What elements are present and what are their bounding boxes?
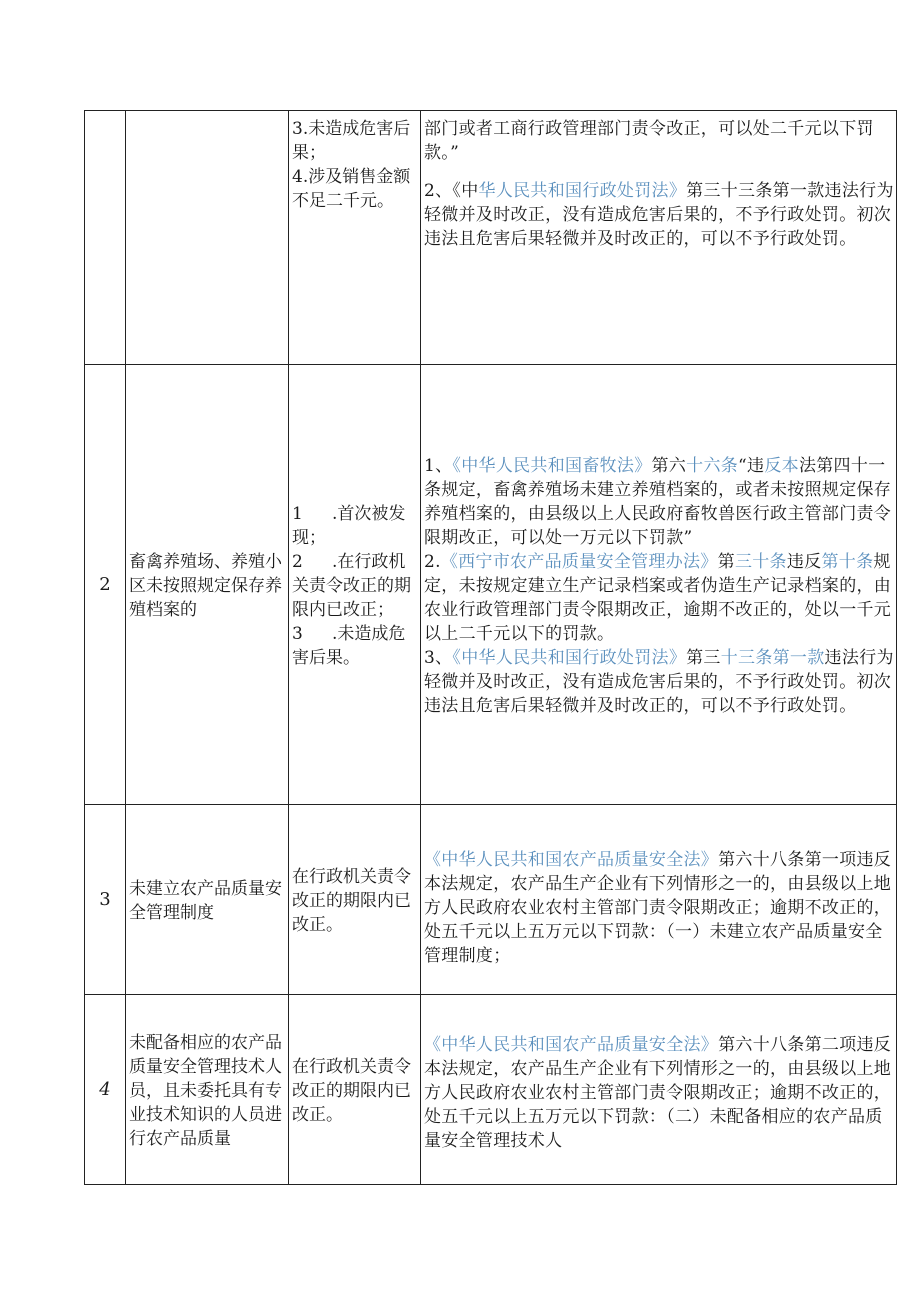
basis-text: 第六十八条第一项违反本法规定，农产品生产企业有下列情形之一的，由县级以上地方人民政府农业农村主管部门责令限期改正；逾期不改正的，处五千元以上五万元以下罚款：（一）未建立农产品质量安全管理制度；	[424, 849, 892, 966]
table-row	[85, 805, 897, 995]
law-reference: 反本	[764, 455, 799, 476]
basis-paragraph	[424, 179, 894, 251]
row-number: 2	[85, 365, 126, 805]
condition-number: 2	[292, 551, 303, 572]
table-row	[85, 365, 897, 805]
conditions-cell	[289, 111, 421, 365]
basis-text: 第六十八条第二项违反本法规定，农产品生产企业有下列情形之一的，由县级以上地方人民政府农业农村主管部门责令限期改正；逾期不改正的，处五千元以上五万元以下罚款：（二）未配备相应的农产品质量安全管理技术人	[424, 1035, 892, 1151]
condition-number: 3	[292, 623, 303, 644]
basis-text: 违法行为轻微并及时改正，没有造成危害后果的，不予行政处罚。初次违法且危害后果轻微并及时改正的，可以不予行政处罚。	[424, 647, 894, 716]
violation-item	[126, 111, 289, 365]
table-row	[85, 995, 897, 1185]
legal-basis-cell	[421, 365, 897, 805]
condition-body: .未造成危害后果。	[292, 623, 406, 668]
condition-body: .在行政机关责令改正的期限内已改正；	[292, 551, 411, 620]
condition-text: 在行政机关责令改正的期限内已改正。	[292, 1056, 411, 1125]
condition-text	[292, 622, 417, 670]
law-reference: 第十条	[821, 551, 874, 572]
law-reference: 《中华人民共和国农产品质量安全法》	[424, 849, 719, 870]
basis-paragraph	[424, 646, 894, 718]
basis-paragraph	[424, 1033, 894, 1153]
basis-text: 法第四十一条规定，畜禽养殖场未建立养殖档案的，或者未按照规定保存养殖档案的，由县级以上人民政府畜牧兽医行政主管部门责令限期改正，可以处一万元以下罚款”	[424, 455, 892, 548]
penalty-table	[84, 110, 897, 1185]
conditions-cell	[289, 365, 421, 805]
basis-prefix: 2.	[424, 551, 441, 572]
row-number: 3	[85, 805, 126, 995]
basis-text: 部门或者工商行政管理部门责令改正，可以处二千元以下罚款。”	[424, 119, 874, 163]
violation-item	[126, 805, 289, 995]
basis-text: 第	[717, 551, 735, 572]
legal-basis-cell	[421, 995, 897, 1185]
legal-basis-cell	[421, 805, 897, 995]
condition-body: .首次被发现；	[292, 503, 406, 548]
basis-text: 第三十三条第一款违法行为轻微并及时改正，没有造成危害后果的，不予行政处罚。初次违法且危害后果轻微并及时改正的，可以不予行政处罚。	[424, 181, 894, 249]
row-number	[85, 111, 126, 365]
basis-text: 第六	[651, 455, 687, 476]
law-reference: 《西宁市农产品质量安全管理办法》	[440, 551, 718, 572]
law-reference: 十六条	[686, 455, 739, 476]
basis-text: 第三	[686, 647, 721, 668]
law-reference: 《中华人民共和国行政处罚法》	[452, 647, 687, 668]
basis-paragraph	[424, 848, 894, 968]
condition-text: 4.涉及销售金额不足二千元。	[292, 167, 411, 211]
row-number: 4	[85, 995, 126, 1185]
basis-prefix: 2、《中	[424, 181, 479, 201]
conditions-cell	[289, 805, 421, 995]
legal-basis-cell	[421, 111, 897, 365]
violation-text: 未配备相应的农产品质量安全管理技术人员，且未委托具有专业技术知识的人员进行农产品质量	[129, 1032, 282, 1149]
violation-item	[126, 995, 289, 1185]
basis-prefix: 1、	[424, 455, 453, 476]
basis-text: 违反	[786, 551, 822, 572]
law-reference: 《中华人民共和国农产品质量安全法》	[424, 1035, 719, 1055]
law-reference: 《中华人民共和国畜牧法》	[452, 455, 652, 476]
violation-text: 畜禽养殖场、养殖小区未按照规定保存养殖档案的	[129, 551, 282, 620]
condition-text	[292, 550, 417, 622]
violation-text: 未建立农产品质量安全管理制度	[129, 878, 282, 923]
law-reference: 十三条第一款	[720, 647, 825, 668]
law-reference: 华人民共和国行政处罚法》	[478, 181, 687, 201]
condition-text: 在行政机关责令改正的期限内已改正。	[292, 866, 411, 935]
basis-paragraph	[424, 454, 894, 550]
condition-text: 3.未造成危害后果；	[292, 119, 411, 163]
table-row	[85, 111, 897, 365]
basis-text: 规定，未按规定建立生产记录档案或者伪造生产记录档案的，由农业行政管理部门责令限期改正，逾期不改正的，处以一千元以上二千元以下的罚款。	[424, 551, 892, 644]
condition-text	[292, 502, 417, 550]
law-reference: 三十条	[734, 551, 787, 572]
basis-prefix: 3、	[424, 647, 453, 668]
violation-item	[126, 365, 289, 805]
conditions-cell	[289, 995, 421, 1185]
basis-text: “违	[738, 455, 765, 476]
basis-paragraph	[424, 550, 894, 646]
condition-number: 1	[292, 503, 303, 524]
